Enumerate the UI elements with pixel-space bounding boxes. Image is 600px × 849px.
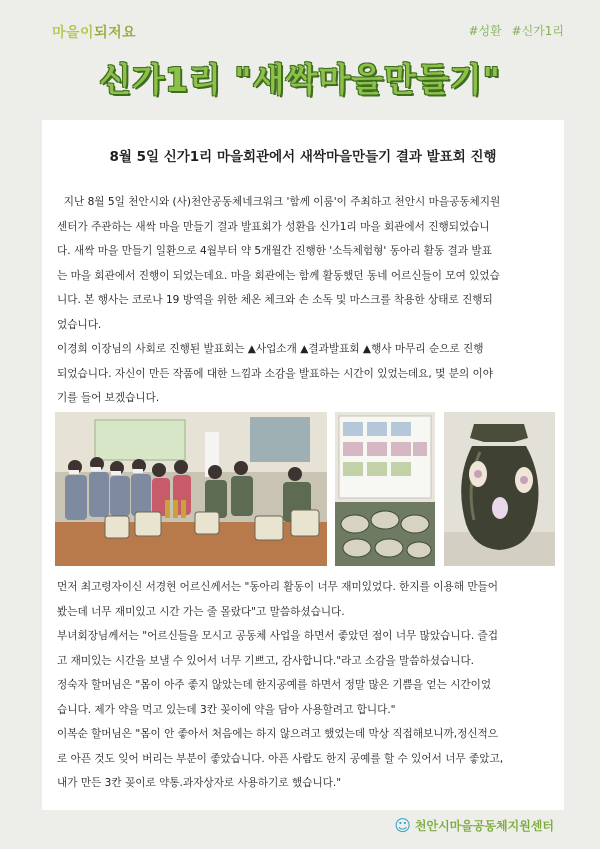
- article-subtitle: 8월 5일 신가1리 마을회관에서 새싹마을만들기 결과 발표회 진행: [109, 149, 497, 165]
- text-line: 었습니다.: [57, 318, 102, 331]
- resident-quotes: [57, 575, 547, 796]
- text-line: 센터가 주관하는 새싹 마을 만들기 결과 발표회가 성환읍 신가1리 마을 회관에서 진행되었습니: [57, 220, 490, 233]
- text-line: 습니다. 제가 약을 먹고 있는데 3칸 꽂이에 약을 담아 사용할려고 합니다.": [57, 703, 396, 716]
- footer-org-logo: [394, 816, 554, 835]
- display-board-photo: [335, 412, 435, 566]
- craft-jar-photo: [444, 412, 555, 566]
- text-line: 니다. 본 행사는 코로나 19 방역을 위한 체온 체크와 손 소독 및 마스크를 착용한 상태로 진행되: [57, 294, 493, 306]
- site-logo: [52, 22, 136, 42]
- photo-strip: [55, 412, 555, 570]
- text-line: 되었습니다. 자신이 만든 작품에 대한 느낌과 소감을 발표하는 시간이 있었는데요, 몇 분의 이야: [57, 367, 494, 380]
- group-photo: [55, 412, 327, 566]
- text-line: 봤는데 너무 재미있고 시간 가는 줄 몰랐다"고 말씀하셨습니다.: [57, 605, 345, 618]
- text-line: 정숙자 할머님은 "몸이 아주 좋지 않았는데 한지공예를 하면서 정말 많은 기쁨을 얻는 시간이었: [57, 679, 492, 691]
- logo-text-part2: 되저요: [94, 25, 137, 41]
- person-icon: ☺: [394, 816, 411, 835]
- text-line: 지난 8월 5일 천안시와 (사)천안공동체네크워크 '함께 이룸'이 주최하고 천안시 마을공동체지원: [57, 196, 501, 208]
- hashtag-singa1ri[interactable]: #신가1리: [511, 24, 564, 38]
- text-line: 고 재미있는 시간을 보낼 수 있어서 너무 기쁘고, 감사합니다."라고 소감을 말씀하셨습니다.: [57, 654, 475, 667]
- text-line: 기를 들어 보겠습니다.: [57, 392, 160, 404]
- footer-org-name: 천안시마을공동체지원센터: [414, 819, 554, 833]
- text-line: 이경희 이장님의 사회로 진행된 발표회는 ▲사업소개 ▲결과발표회 ▲행사 마무리 순으로 진행: [57, 343, 484, 355]
- text-line: 부녀회장님께서는 "어르신들을 모시고 공동체 사업을 하면서 좋았던 점이 너무 많았습니다. 즐겁: [57, 630, 499, 642]
- hashtag-seonghwan[interactable]: #성환: [468, 24, 502, 38]
- logo-text-part1: 마을이: [52, 25, 95, 41]
- text-line: 내가 만든 3칸 꽂이로 약통.과자상자로 사용하기로 했습니다.": [57, 777, 342, 789]
- hashtag-list: [462, 22, 564, 39]
- article-card: [42, 120, 564, 810]
- text-line: 다. 새싹 마을 만들기 일환으로 4월부터 약 5개월간 진행한 '소득체험형' 동아리 활동 결과 발표: [57, 245, 492, 257]
- article-intro: [57, 190, 547, 411]
- text-line: 이복순 할머님은 "몸이 안 좋아서 처음에는 하지 않으려고 했었는데 막상 직접해보니까,정신적으: [57, 728, 499, 740]
- text-line: 먼저 최고령자이신 서경현 어르신께서는 "동아리 활동이 너무 재미있었다. 한지를 이용해 만들어: [57, 581, 499, 593]
- page-title: 신가1리 "새싹마을만들기": [99, 60, 501, 99]
- text-line: 는 마을 회관에서 진행이 되었는데요. 마을 회관에는 함께 활동했던 동네 어르신들이 모여 있었습: [57, 269, 500, 282]
- text-line: 로 아픈 것도 잊어 버리는 부분이 좋았습니다. 아픈 사람도 한지 공예를 할 수 있어서 너무 좋았고,: [57, 752, 504, 765]
